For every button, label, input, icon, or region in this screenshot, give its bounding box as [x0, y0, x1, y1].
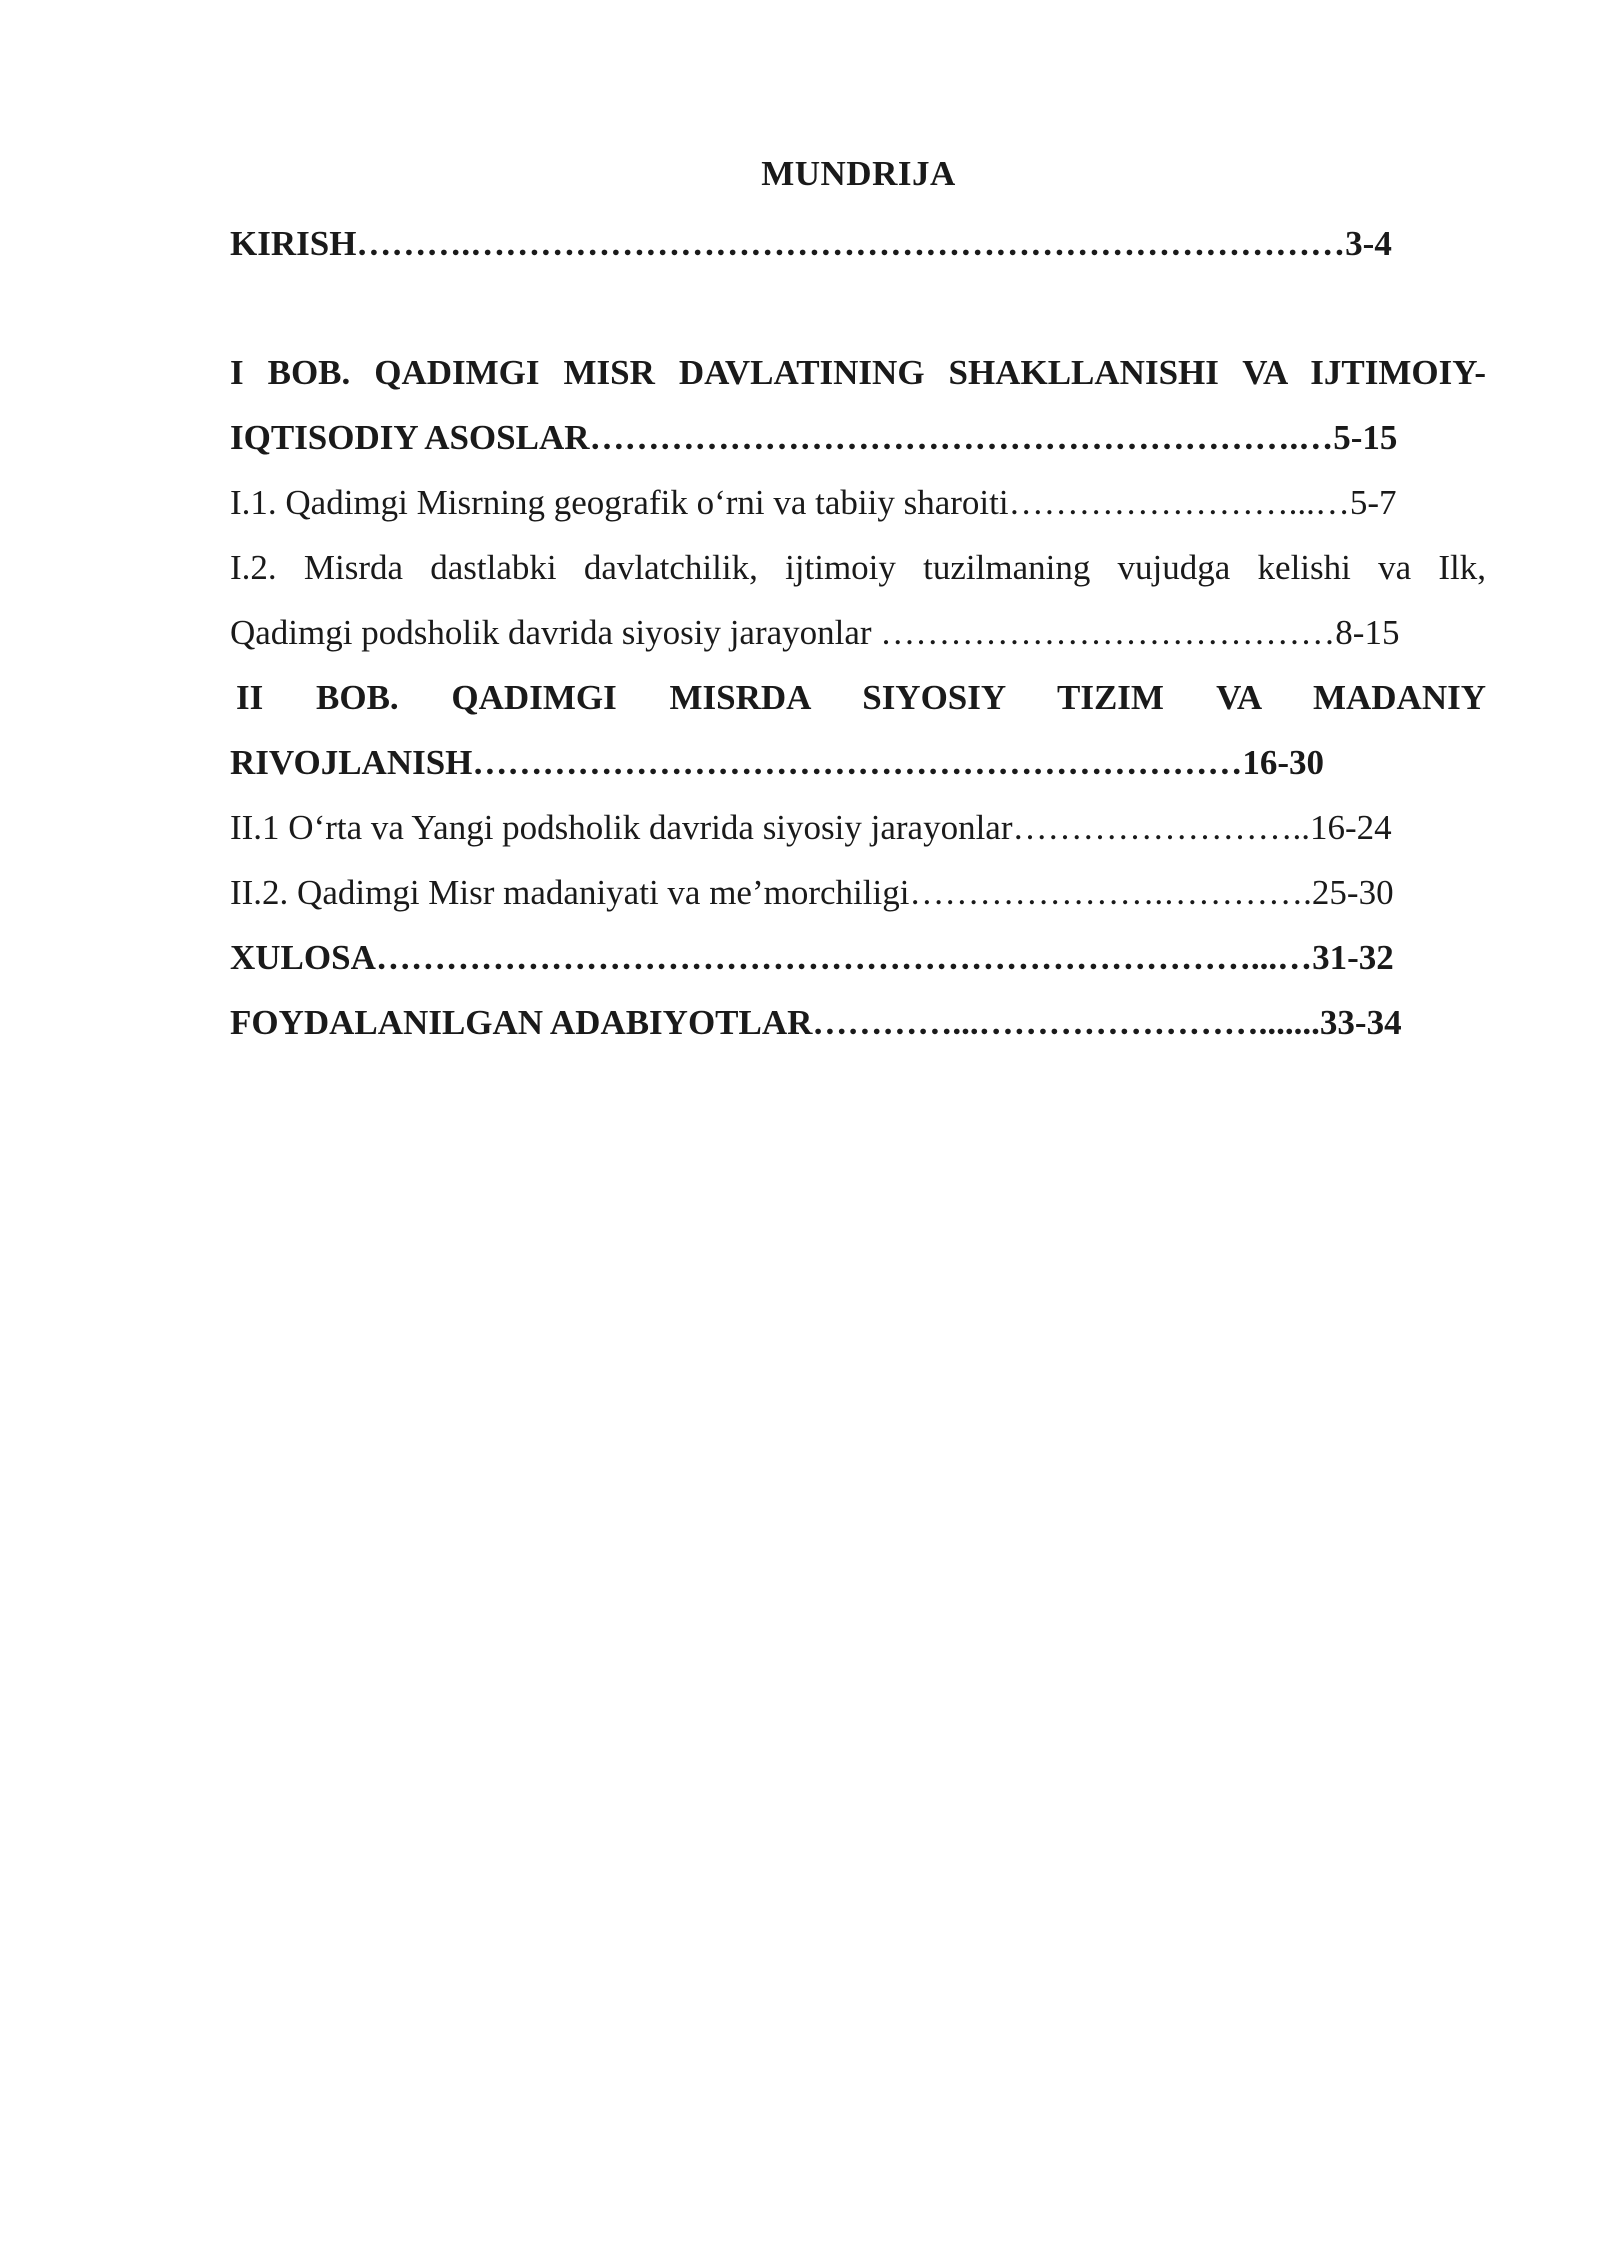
toc-chapter-1-heading-line-2: IQTISODIY ASOSLAR…………………………………………………….…5-15	[230, 418, 1398, 457]
toc-entry-foydalanilgan-adabiyotlar: FOYDALANILGAN ADABIYOTLAR…………...…………………….......33-34	[230, 1003, 1402, 1042]
toc-entry-kirish: KIRISH……….…………………………………………………………………3-4	[230, 224, 1392, 263]
toc-entry-2-1: II.1 O‘rta va Yangi podsholik davrida siyosiy jarayonlar……………………..16-24	[230, 808, 1392, 847]
toc-chapter-2-heading-line-1: II BOB. QADIMGI MISRDA SIYOSIY TIZIM VA MADANIY	[236, 678, 1486, 717]
toc-entry-1-2-line-2: Qadimgi podsholik davrida siyosiy jarayonlar …………………………………8-15	[230, 613, 1400, 652]
toc-entry-1-2-line-1: I.2. Misrda dastlabki davlatchilik, ijtimoiy tuzilmaning vujudga kelishi va Ilk,	[230, 548, 1486, 587]
toc-entry-1-1: I.1. Qadimgi Misrning geografik o‘rni va tabiiy sharoiti……………………...…5-7	[230, 483, 1397, 522]
toc-chapter-1-heading-line-1: I BOB. QADIMGI MISR DAVLATINING SHAKLLANISHI VA IJTIMOIY-	[230, 353, 1486, 392]
toc-entry-2-2: II.2. Qadimgi Misr madaniyati va me’morchiligi………………….………….25-30	[230, 873, 1394, 912]
toc-chapter-2-heading-line-2: RIVOJLANISH…………………………………………………………16-30	[230, 743, 1325, 782]
toc-title: MUNDRIJA	[761, 154, 956, 193]
toc-entry-xulosa: XULOSA…………………………………………………………………...…31-32	[230, 938, 1394, 977]
